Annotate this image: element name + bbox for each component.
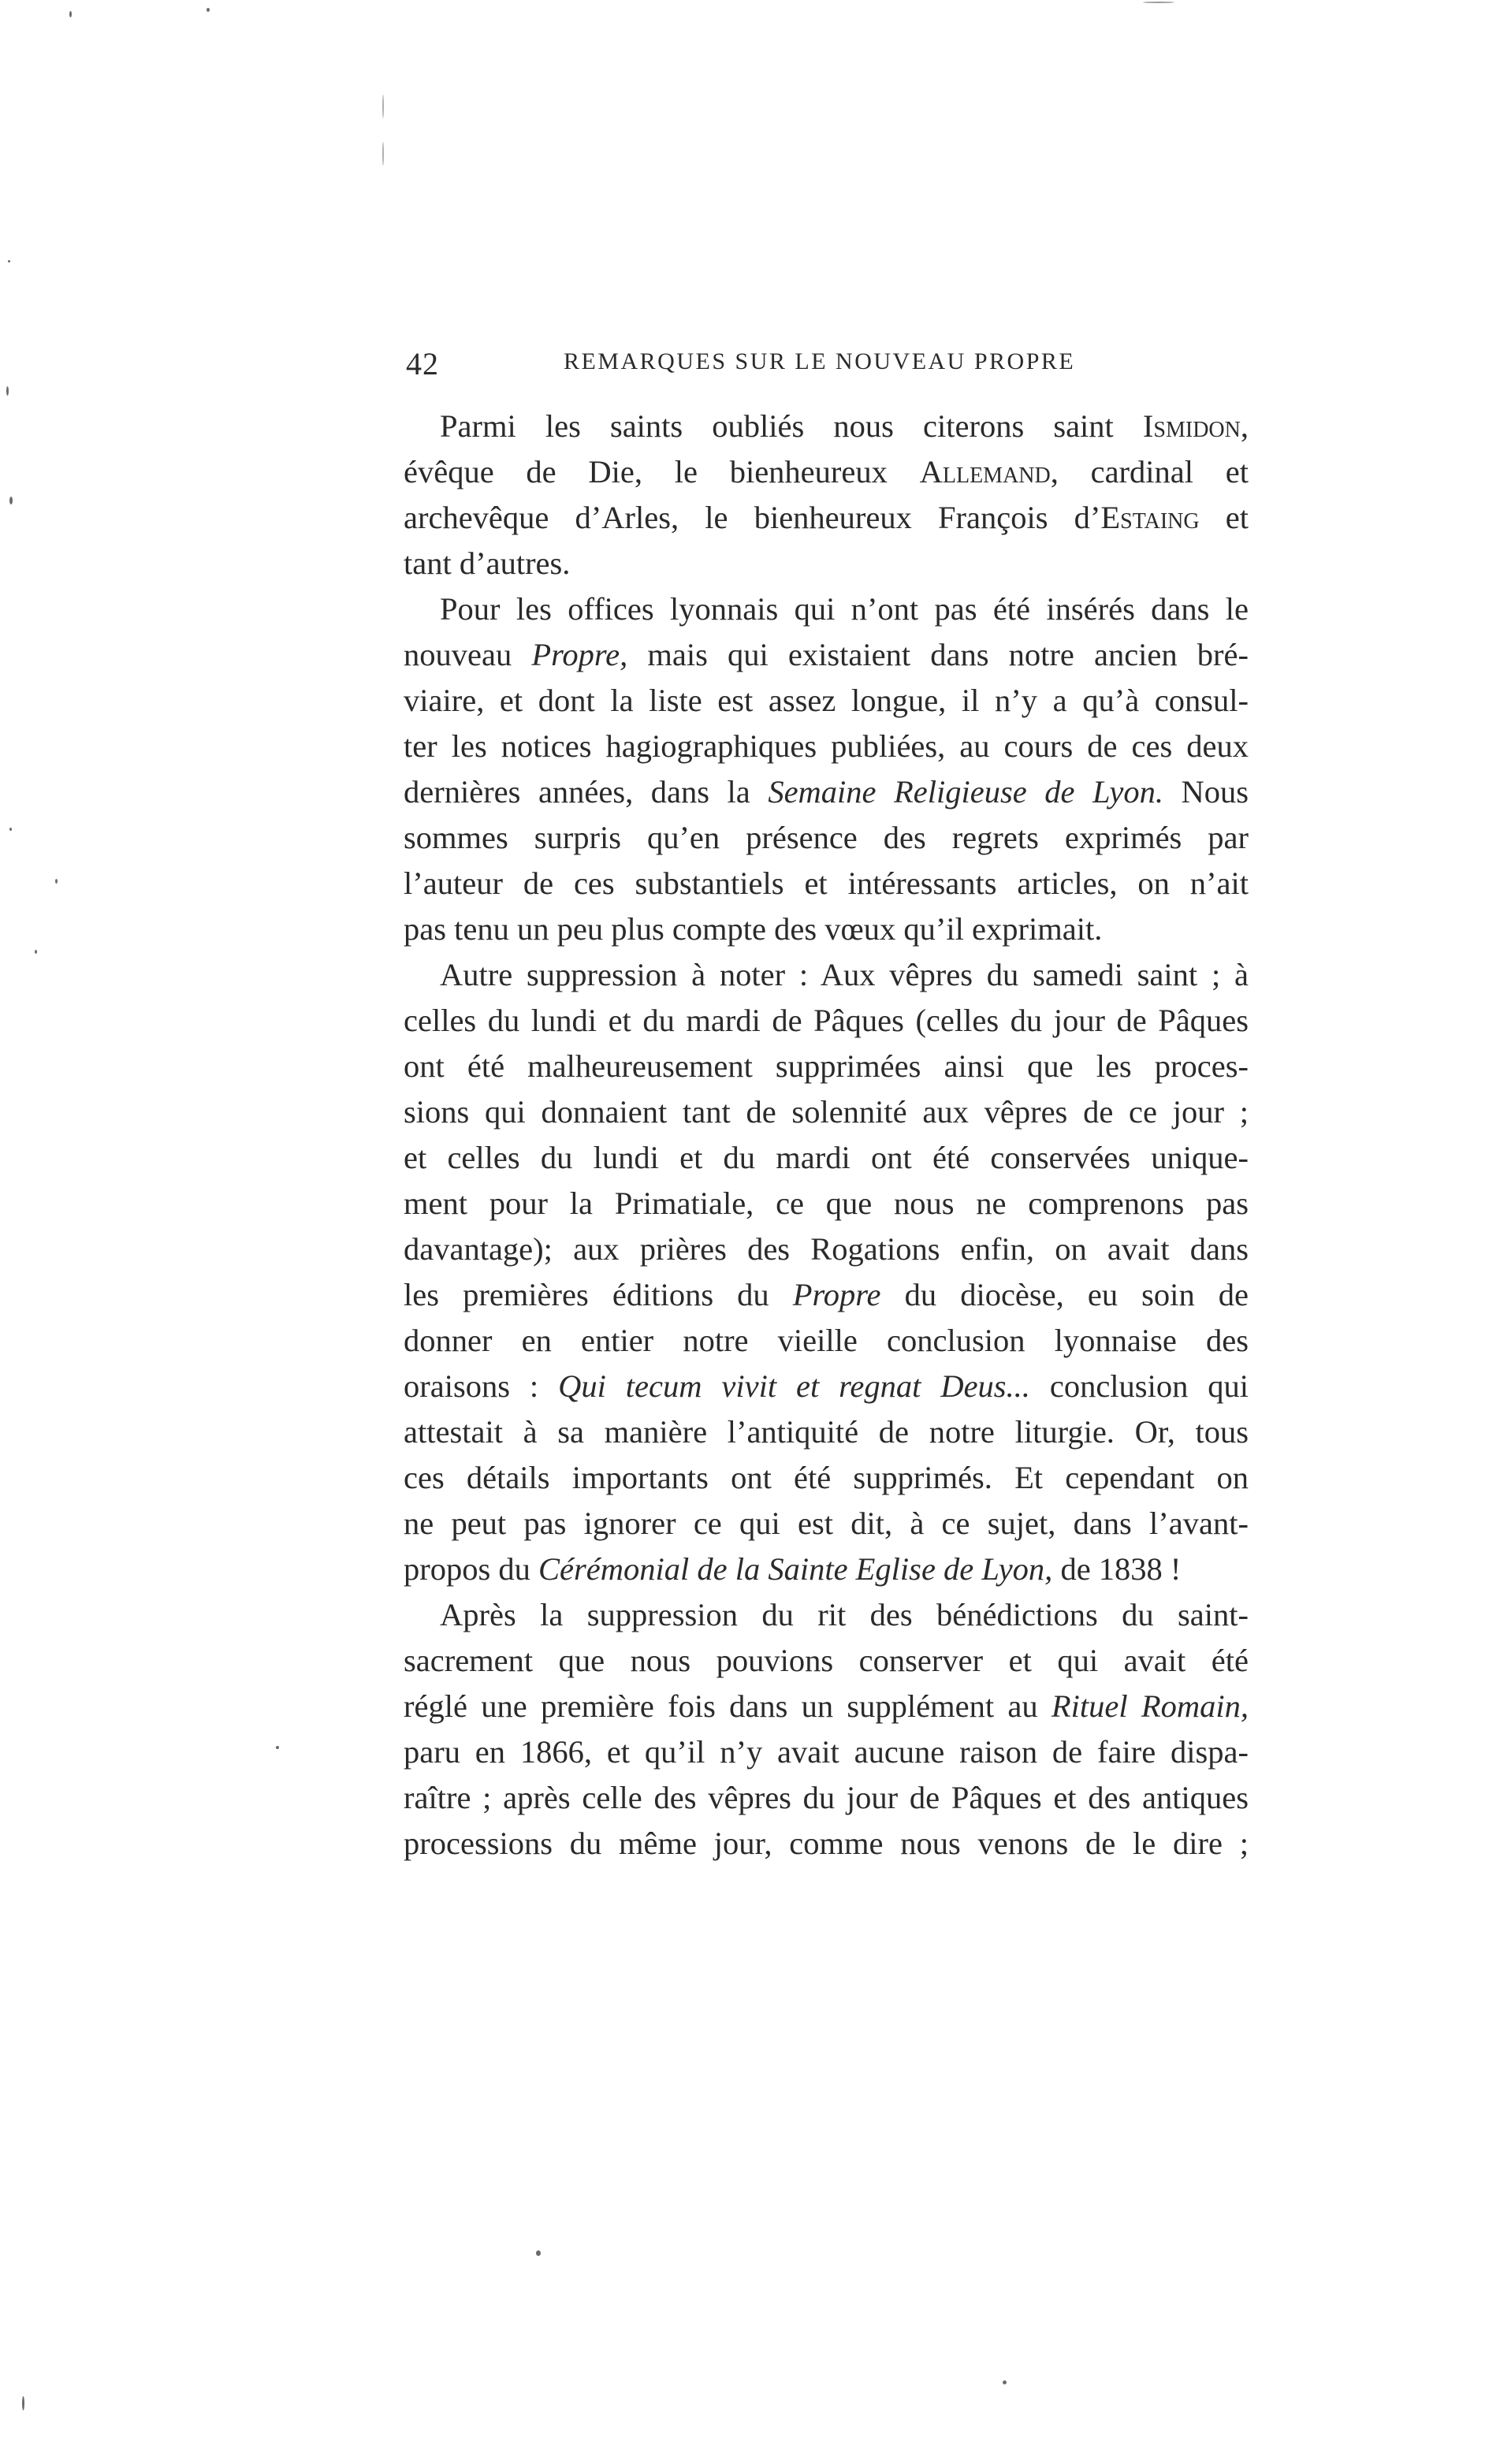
italic-quote: Qui tecum vivit et regnat Deus... — [558, 1368, 1030, 1404]
text-line: pas tenu un peu plus compte des vœux qu’il exprimait. — [404, 911, 1103, 947]
scan-speck — [8, 260, 10, 262]
scan-speck — [9, 497, 13, 504]
saint-name: Ismidon — [1142, 408, 1241, 444]
text-line: Autre suppression à noter : Aux vêpres du samedi saint ; à — [440, 957, 1249, 992]
text-line: ment pour la Primatiale, ce que nous ne comprenons pas — [404, 1185, 1249, 1221]
text-line: sions qui donnaient tant de solennité aux vêpres de ce jour ; — [404, 1094, 1249, 1130]
text-line: ont été malheureusement supprimées ainsi que les proces- — [404, 1048, 1249, 1084]
scan-speck — [1143, 2, 1174, 3]
text-line: ter les notices hagiographiques publiées, au cours de ces deux — [404, 728, 1249, 764]
text-line: raître ; après celle des vêpres du jour de Pâques et des antiques — [404, 1780, 1249, 1815]
text-line: nouveau Propre, mais qui existaient dans notre ancien bré- — [404, 637, 1249, 672]
text-line: viaire, et dont la liste est assez longue, il n’y a qu’à consul- — [404, 683, 1249, 718]
text-line: ces détails importants ont été supprimés. Et cependant on — [404, 1460, 1249, 1495]
scan-speck — [207, 8, 210, 12]
text-line: et celles du lundi et du mardi ont été conservées unique- — [404, 1140, 1249, 1175]
text-line: Après la suppression du rit des bénédictions du saint- — [440, 1597, 1249, 1632]
text-line: réglé une première fois dans un supplément au Rituel Romain, — [404, 1688, 1249, 1724]
text-line: ne peut pas ignorer ce qui est dit, à ce sujet, dans l’avant- — [404, 1506, 1249, 1541]
scan-speck — [69, 11, 72, 17]
italic-title: Propre, — [531, 637, 628, 672]
saint-name: Allemand — [919, 454, 1051, 489]
scan-speck — [382, 95, 384, 118]
scan-speck — [55, 879, 58, 884]
text-line: l’auteur de ces substantiels et intéressants articles, on n’ait — [404, 865, 1249, 901]
saint-name: Estaing — [1100, 500, 1200, 535]
scan-speck — [1003, 2380, 1007, 2384]
text-line: Pour les offices lyonnais qui n’ont pas été insérés dans le — [440, 591, 1249, 627]
text-line: processions du même jour, comme nous venons de le dire ; — [404, 1826, 1249, 1861]
text-line: évêque de Die, le bienheureux Allemand, cardinal et — [404, 454, 1249, 489]
italic-title: Rituel Romain, — [1051, 1688, 1249, 1724]
scan-speck — [22, 2396, 24, 2410]
text-line: Parmi les saints oubliés nous citerons saint Ismidon, — [440, 408, 1249, 444]
scan-speck — [536, 2250, 541, 2256]
text-line: celles du lundi et du mardi de Pâques (celles du jour de Pâques — [404, 1003, 1249, 1038]
text-line: archevêque d’Arles, le bienheureux François d’Estaing et — [404, 500, 1249, 535]
text-line: les premières éditions du Propre du diocèse, eu soin de — [404, 1277, 1249, 1312]
scan-speck — [276, 1746, 279, 1749]
text-line: sommes surpris qu’en présence des regrets exprimés par — [404, 820, 1249, 855]
page-number: 42 — [406, 346, 439, 382]
text-line: attestait à sa manière l’antiquité de notre liturgie. Or, tous — [404, 1414, 1249, 1450]
text-line: propos du Cérémonial de la Sainte Eglise de Lyon, de 1838 ! — [404, 1551, 1182, 1587]
text-line: donner en entier notre vieille conclusion lyonnaise des — [404, 1323, 1249, 1358]
running-head — [406, 345, 1249, 393]
body-text — [404, 404, 1249, 1867]
text-line: dernières années, dans la Semaine Religieuse de Lyon. Nous — [404, 774, 1249, 810]
scan-speck — [35, 950, 37, 954]
text-line: tant d’autres. — [404, 545, 571, 581]
running-title: REMARQUES SUR LE NOUVEAU PROPRE — [564, 348, 1076, 374]
text-line: paru en 1866, et qu’il n’y avait aucune raison de faire dispa- — [404, 1734, 1249, 1770]
scan-speck — [9, 828, 12, 831]
text-line: oraisons : Qui tecum vivit et regnat Deus... conclusion qui — [404, 1368, 1249, 1404]
italic-title: Semaine Religieuse de Lyon. — [768, 774, 1163, 810]
italic-title: Cérémonial de la Sainte Eglise de Lyon, — [538, 1551, 1053, 1587]
italic-title: Propre — [792, 1277, 881, 1312]
text-line: sacrement que nous pouvions conserver et qui avait été — [404, 1643, 1249, 1678]
text-line: davantage); aux prières des Rogations enfin, on avait dans — [404, 1231, 1249, 1267]
scan-speck — [382, 142, 384, 166]
scan-speck — [6, 386, 9, 396]
